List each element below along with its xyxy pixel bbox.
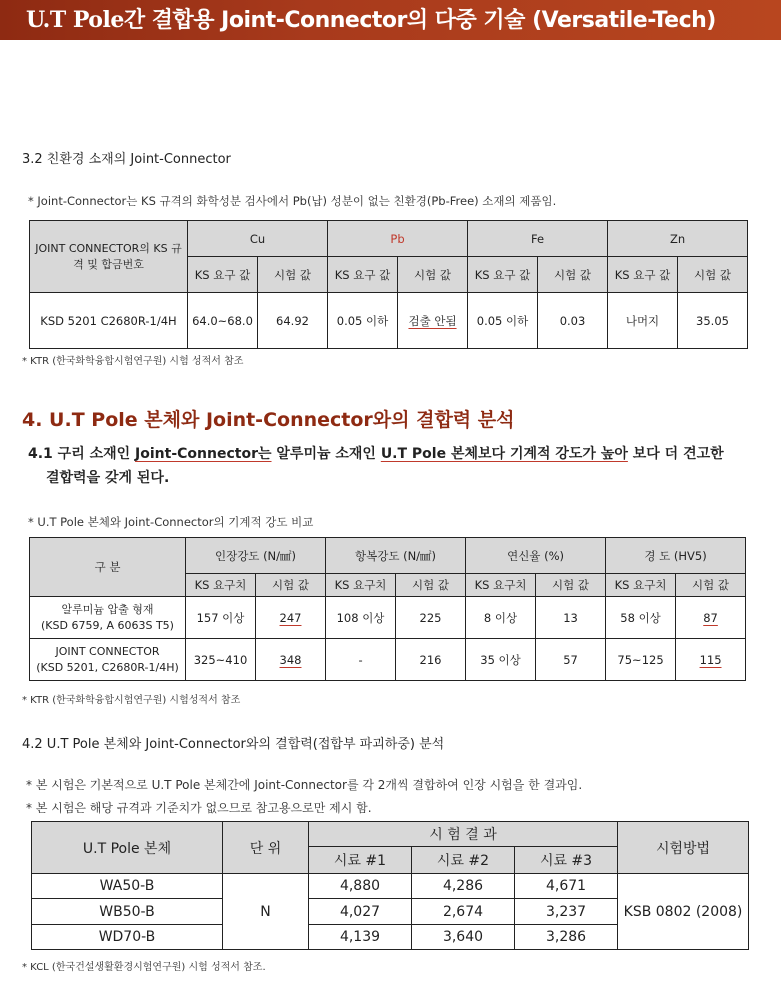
section-4-1-note: * U.T Pole 본체와 Joint-Connector의 기계적 강도 비교 <box>28 515 314 529</box>
table3-sample-1: 시료 #1 <box>309 847 412 874</box>
table1-row-header: JOINT CONNECTOR의 KS 규격 및 합금번호 <box>30 221 188 293</box>
table1-cell: 0.05 이하 <box>468 293 538 349</box>
table2-sub-test: 시험 값 <box>676 574 746 597</box>
table3-header-body: U.T Pole 본체 <box>32 822 223 874</box>
table1-sub-test: 시험 값 <box>538 257 608 293</box>
table3-cell: 3,286 <box>515 925 618 950</box>
table2-group: 인장강도 (N/㎟) <box>186 538 326 574</box>
p41-d: 보다 더 견고한 <box>627 446 724 462</box>
table-row <box>32 874 749 899</box>
row-name-line1: JOINT CONNECTOR <box>55 644 160 658</box>
table1-header-cu: Cu <box>188 221 328 257</box>
table1-sub-ks: KS 요구 값 <box>608 257 678 293</box>
table2-row-name <box>30 639 186 681</box>
table2-sub-ks: KS 요구치 <box>466 574 536 597</box>
table2-sub-test: 시험 값 <box>536 574 606 597</box>
banner-title: 간 결합용 Joint-Connector의 다중 기술 (Versatile-Tech) <box>123 8 716 33</box>
table3-header-method: 시험방법 <box>618 822 749 874</box>
table1-cell: 0.03 <box>538 293 608 349</box>
row-name-line1: 알루미늄 압출 형재 <box>61 602 154 616</box>
table2-cell: 58 이상 <box>606 597 676 639</box>
section-3-2-note: * Joint-Connector는 KS 규격의 화학성분 검사에서 Pb(납) 성분이 없는 친환경(Pb-Free) 소재의 제품임. <box>28 194 557 208</box>
table3-sample-3: 시료 #3 <box>515 847 618 874</box>
table2-cell: 157 이상 <box>186 597 256 639</box>
table1-sub-test: 시험 값 <box>258 257 328 293</box>
table2-group: 연신율 (%) <box>466 538 606 574</box>
table1-cell: 64.92 <box>258 293 328 349</box>
chemical-composition-table <box>29 220 748 349</box>
table2-cell: 216 <box>396 639 466 681</box>
table3-cell: 3,640 <box>412 925 515 950</box>
page-banner <box>0 0 781 40</box>
table1-cell: 64.0~68.0 <box>188 293 258 349</box>
table2-sub-test: 시험 값 <box>256 574 326 597</box>
table2-cell: - <box>326 639 396 681</box>
table2-cell: 87 <box>676 597 746 639</box>
table2-footnote: * KTR (한국화학융합시험연구원) 시험성적서 참조 <box>22 695 241 706</box>
table2-cell: 348 <box>256 639 326 681</box>
table3-unit: N <box>223 874 309 950</box>
table2-cell: 108 이상 <box>326 597 396 639</box>
table1-cell: KSD 5201 C2680R-1/4H <box>30 293 188 349</box>
table2-cell: 325~410 <box>186 639 256 681</box>
table3-header-result: 시 험 결 과 <box>309 822 618 847</box>
table2-cell: 225 <box>396 597 466 639</box>
table2-group: 경 도 (HV5) <box>606 538 746 574</box>
table1-cell: 35.05 <box>678 293 748 349</box>
table1-sub-ks: KS 요구 값 <box>328 257 398 293</box>
table2-row-name <box>30 597 186 639</box>
section-4-2-note1: * 본 시험은 기본적으로 U.T Pole 본체간에 Joint-Connector를 각 2개씩 결합하여 인장 시험을 한 결과임. <box>26 778 583 792</box>
row-name-line2: (KSD 5201, C2680R-1/4H) <box>36 660 179 674</box>
table2-sub-ks: KS 요구치 <box>606 574 676 597</box>
table2-sub-test: 시험 값 <box>396 574 466 597</box>
table2-cell: 13 <box>536 597 606 639</box>
table3-cell: 2,674 <box>412 899 515 925</box>
table1-sub-ks: KS 요구 값 <box>188 257 258 293</box>
table2-cell: 35 이상 <box>466 639 536 681</box>
table2-row-header: 구 분 <box>30 538 186 597</box>
table3-cell: 4,671 <box>515 874 618 899</box>
table3-cell: 4,027 <box>309 899 412 925</box>
table1-sub-test: 시험 값 <box>678 257 748 293</box>
section-4-1-line2: 결합력을 갖게 된다. <box>46 470 170 486</box>
section-4-2-heading: 4.2 U.T Pole 본체와 Joint-Connector와의 결합력(접합부 파괴하중) 분석 <box>22 737 445 752</box>
table3-method: KSB 0802 (2008) <box>618 874 749 950</box>
table1-sub-test: 시험 값 <box>398 257 468 293</box>
table3-cell: 4,139 <box>309 925 412 950</box>
table2-cell: 247 <box>256 597 326 639</box>
table1-header-fe: Fe <box>468 221 608 257</box>
table1-footnote: * KTR (한국화학융합시험연구원) 시험 성적서 참조 <box>22 356 244 367</box>
table3-row-name: WD70-B <box>32 925 223 950</box>
p41-a: Joint-Connector는 <box>135 446 272 462</box>
table1-cell: 검출 안됨 <box>398 293 468 349</box>
table2-sub-ks: KS 요구치 <box>326 574 396 597</box>
table3-row-name: WB50-B <box>32 899 223 925</box>
table3-cell: 3,237 <box>515 899 618 925</box>
table-row <box>30 597 746 639</box>
section-4-heading: 4. U.T Pole 본체와 Joint-Connector와의 결합력 분석 <box>22 409 515 431</box>
p41-c: U.T Pole 본체보다 기계적 강도가 높아 <box>380 446 628 462</box>
table3-cell: 4,880 <box>309 874 412 899</box>
section-3-2-heading: 3.2 친환경 소재의 Joint-Connector <box>22 152 231 167</box>
table3-cell: 4,286 <box>412 874 515 899</box>
section-4-1-line1 <box>28 443 724 463</box>
table3-header-unit: 단 위 <box>223 822 309 874</box>
table1-cell: 0.05 이하 <box>328 293 398 349</box>
table3-sample-2: 시료 #2 <box>412 847 515 874</box>
mechanical-strength-table <box>29 537 746 681</box>
p41-b: 알루미늄 소재인 <box>271 446 381 462</box>
table2-cell: 8 이상 <box>466 597 536 639</box>
row-name-line2: (KSD 6759, A 6063S T5) <box>41 618 174 632</box>
table1-cell: 나머지 <box>608 293 678 349</box>
table1-header-pb: Pb <box>328 221 468 257</box>
table2-cell: 115 <box>676 639 746 681</box>
table2-sub-ks: KS 요구치 <box>186 574 256 597</box>
table2-cell: 75~125 <box>606 639 676 681</box>
table1-sub-ks: KS 요구 값 <box>468 257 538 293</box>
table3-row-name: WA50-B <box>32 874 223 899</box>
table2-group: 항복강도 (N/㎟) <box>326 538 466 574</box>
section-4-2-note2: * 본 시험은 해당 규격과 기준치가 없으므로 참고용으로만 제시 함. <box>26 801 372 815</box>
joint-strength-table <box>31 821 749 950</box>
p41-num: 4.1 구리 소재인 <box>28 446 136 462</box>
banner-prefix: U.T Pole <box>26 7 124 33</box>
table3-footnote: * KCL (한국건설생활환경시험연구원) 시험 성적서 참조. <box>22 962 266 973</box>
table2-cell: 57 <box>536 639 606 681</box>
table-row <box>30 639 746 681</box>
table1-header-zn: Zn <box>608 221 748 257</box>
